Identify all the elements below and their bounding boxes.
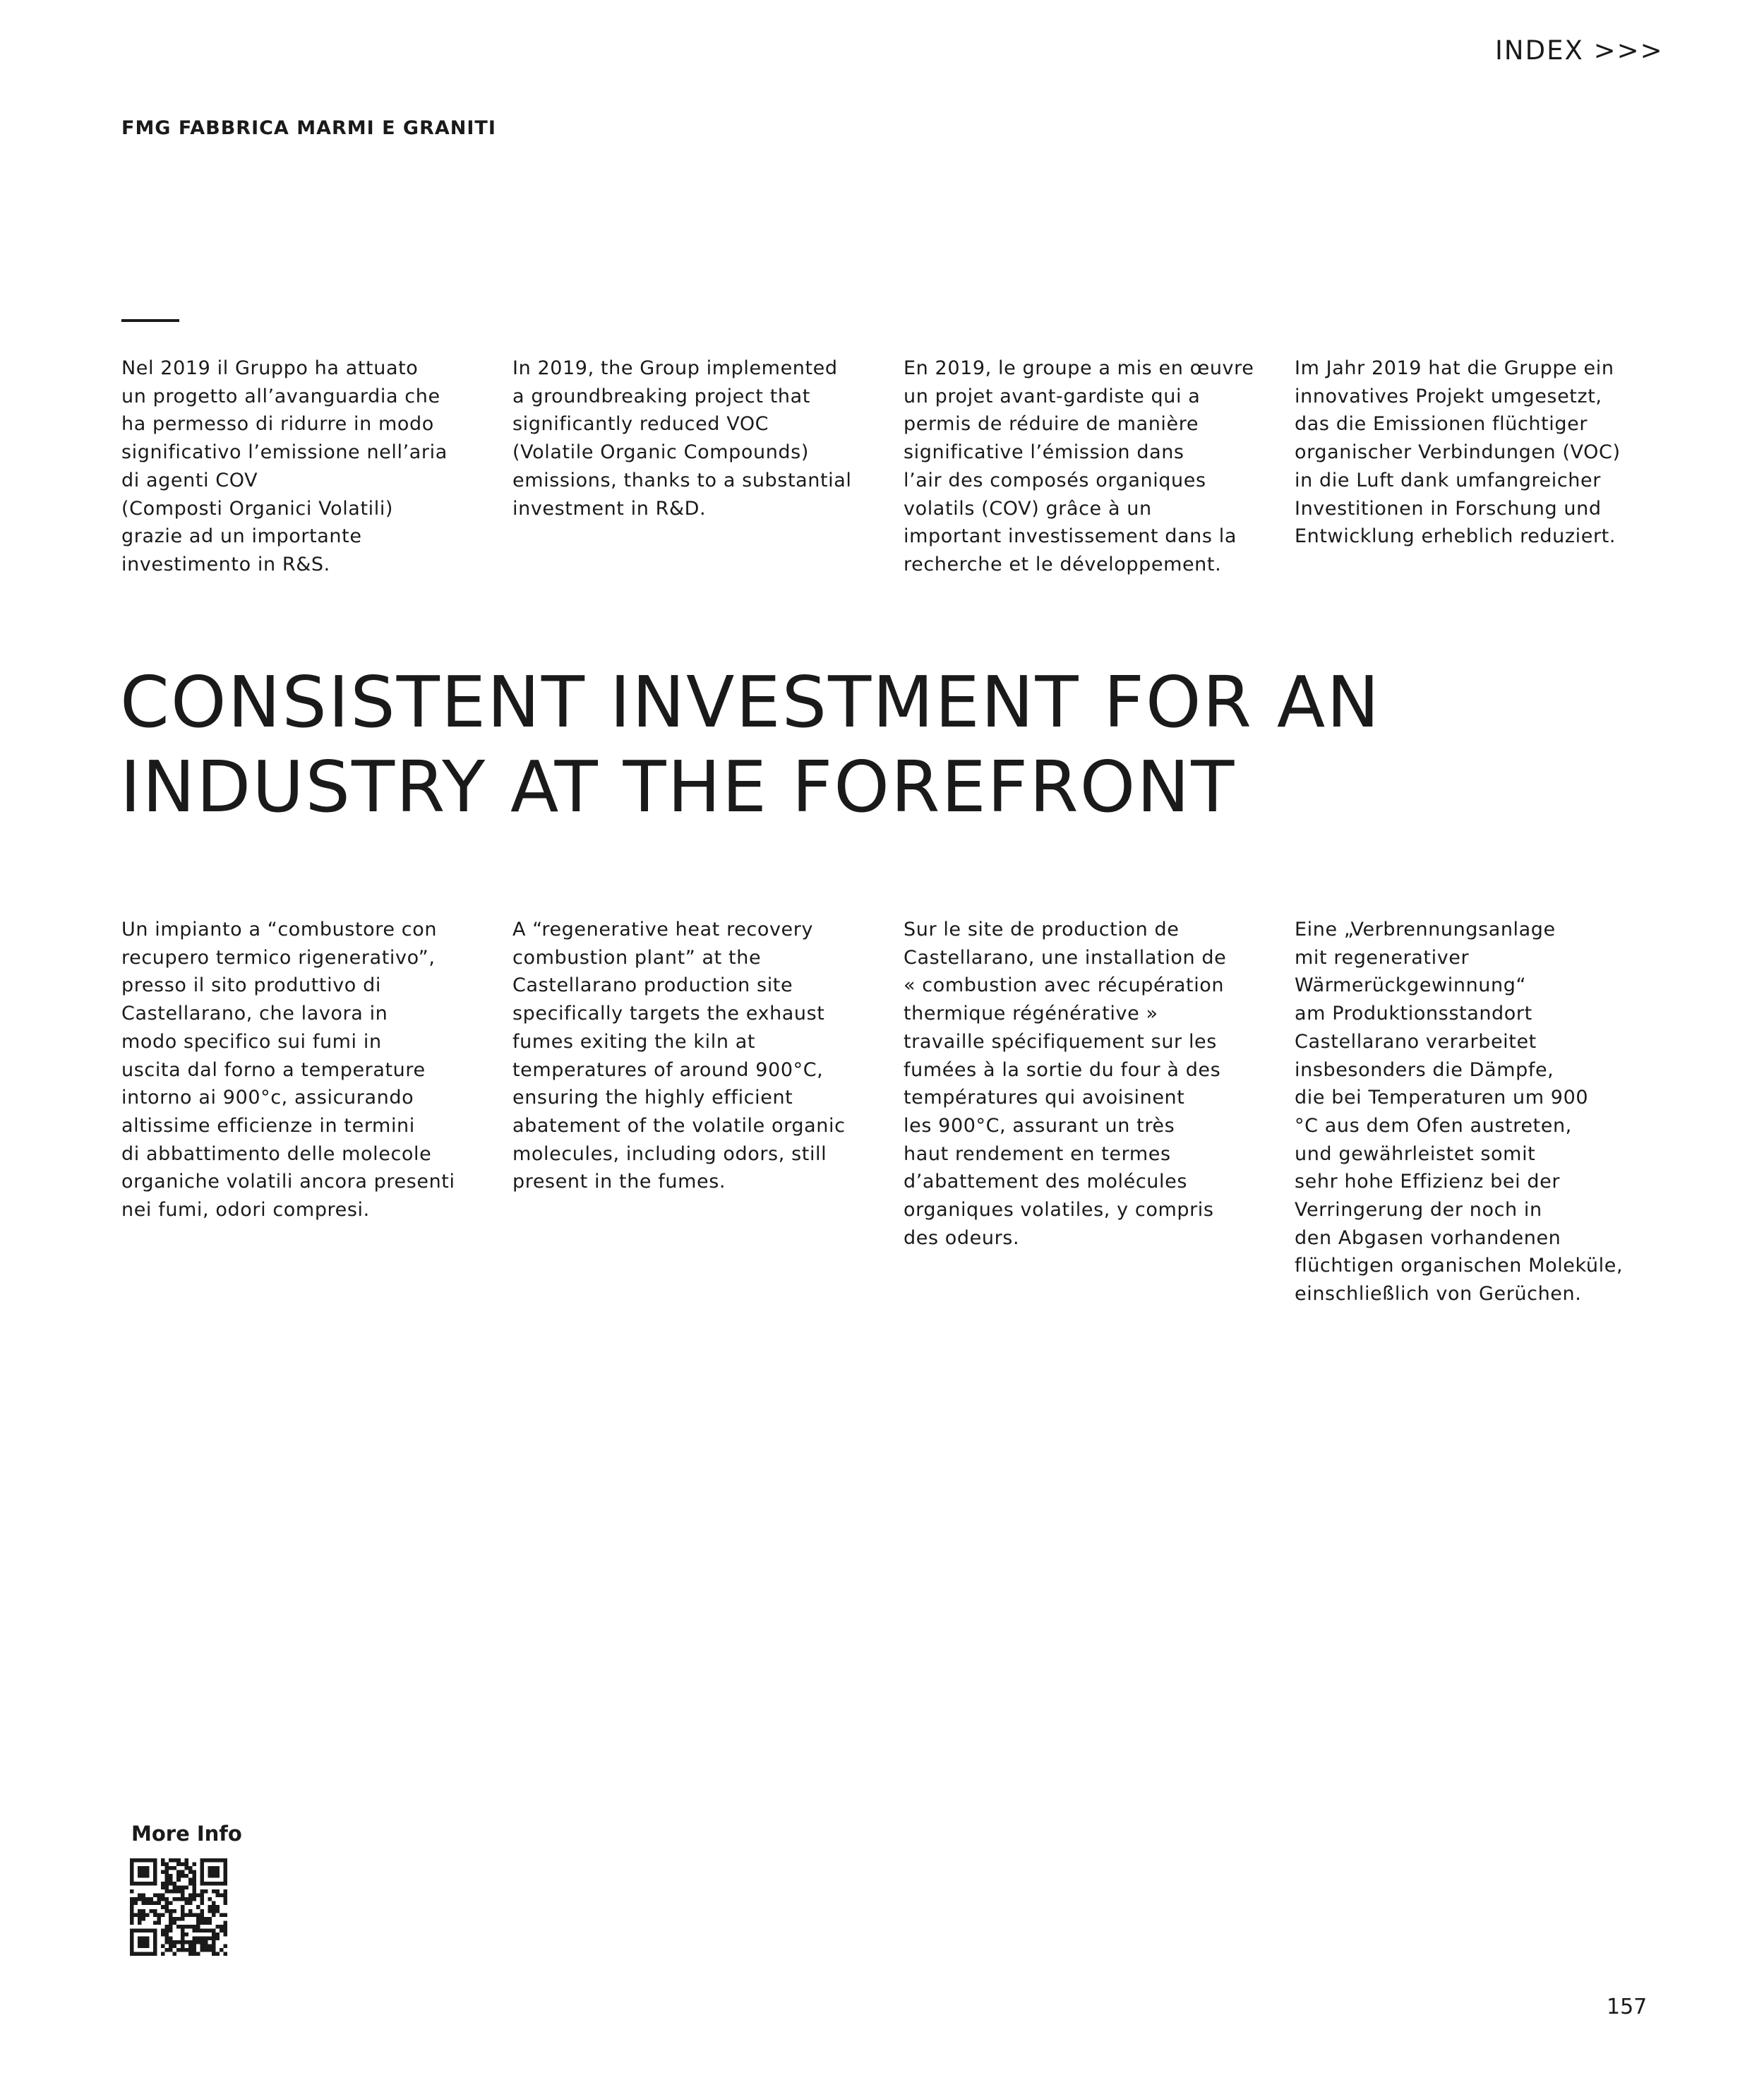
qr-code-icon[interactable] — [130, 1858, 227, 1956]
intro-text-italian: Nel 2019 il Gruppo ha attuato un progetto all’avanguardia che ha permesso di ridurre in modo significativo l’emissione nell’aria di agenti COV (Composti Organici Volatili) grazie ad un importante investimento in R&S. — [121, 357, 448, 575]
index-link[interactable]: INDEX >>> — [1495, 35, 1664, 66]
intro-text-german: Im Jahr 2019 hat die Gruppe ein innovatives Projekt umgesetzt, das die Emissionen flüchtiger organischer Verbindungen (VOC) in die Luft dank umfangreicher Investitionen in Forschung und Entwicklung erheblich reduziert. — [1295, 357, 1621, 548]
divider-rule — [121, 319, 179, 322]
body-text-italian: Un impianto a “combustore con recupero termico rigenerativo”, presso il sito produttivo di Castellarano, che lavora in modo specifico sui fumi in uscita dal forno a temperature intorno ai 900°c, assicurando altissime efficienze in termini di abbattimento delle molecole organiche volatili ancora presenti nei fumi, odori compresi. — [121, 919, 455, 1221]
body-text-french: Sur le site de production de Castellarano, une installation de « combustion avec récupération thermique régénérative » travaille spécifiquement sur les fumées à la sortie du four à des températures qui avoisinent les 900°C, assurant un très haut rendement en termes d’abattement des molécules organiques volatiles, y compris des odeurs. — [904, 919, 1227, 1249]
more-info-label: More Info — [131, 1822, 242, 1846]
intro-text-french: En 2019, le groupe a mis en œuvre un projet avant-gardiste qui a permis de réduire de manière significative l’émission dans l’air des composés organiques volatils (COV) grâce à un important investissement dans la recherche et le développement. — [904, 357, 1254, 575]
page-number: 157 — [1607, 1995, 1648, 2019]
section-headline: CONSISTENT INVESTMENT FOR AN INDUSTRY AT THE FOREFRONT — [120, 661, 1381, 828]
body-text-german: Eine „Verbrennungsanlage mit regenerativer Wärmerückgewinnung“ am Produktionsstandort Castellarano verarbeitet insbesonders die Dämpfe, die bei Temperaturen um 900 °C aus dem Ofen austreten, und gewährleistet somit sehr hohe Effizienz bei der Verringerung der noch in den Abgasen vorhandenen flüchtigen organischen Moleküle, einschließlich von Gerüchen. — [1295, 919, 1624, 1306]
body-text-english: A “regenerative heat recovery combustion plant” at the Castellarano production site specifically targets the exhaust fumes exiting the kiln at temperatures of around 900°C, ensuring the highly efficient abatement of the volatile organic molecules, including odors, still present in the fumes. — [512, 919, 846, 1193]
intro-text-english: In 2019, the Group implemented a groundbreaking project that significantly reduced VOC (Volatile Organic Compounds) emissions, thanks to a substantial investment in R&D. — [512, 357, 852, 520]
company-name: FMG FABBRICA MARMI E GRANITI — [121, 117, 496, 139]
